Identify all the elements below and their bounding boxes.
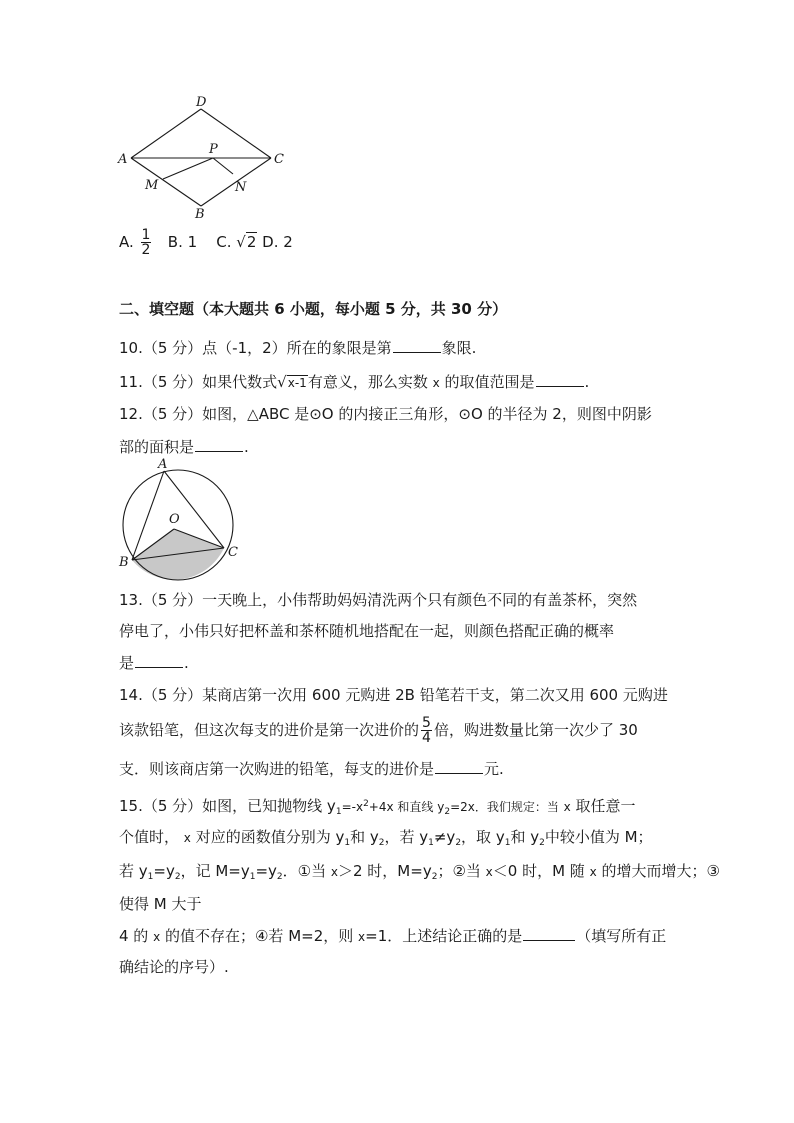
label-n: N xyxy=(235,180,247,195)
question-15-line1 xyxy=(119,794,636,822)
option-a-fraction xyxy=(141,228,152,257)
q15-var: x xyxy=(563,800,571,814)
q12-end: . xyxy=(244,438,249,456)
q11-middle: 有意义，那么实数 xyxy=(307,373,428,391)
question-12-line1: 12.（5 分）如图，△ABC 是⊙O 的内接正三角形，⊙O 的半径为 2，则图中阴影 xyxy=(119,405,652,423)
circle-figure xyxy=(112,456,252,586)
question-12-line2 xyxy=(119,436,249,457)
q15-sub: 1 xyxy=(504,838,511,848)
section-heading: 二、填空题（本大题共 6 小题，每小题 5 分，共 30 分） xyxy=(119,300,508,318)
question-15-line3 xyxy=(119,861,720,887)
option-b-value: 1 xyxy=(187,233,198,251)
question-13-line3 xyxy=(119,652,189,673)
label-o: O xyxy=(169,512,180,527)
q15-text: 15.（5 分）如图，已知抛物线 y xyxy=(119,797,336,815)
q15-text: ＞2 时，M=y xyxy=(338,862,432,880)
question-11 xyxy=(119,371,589,393)
q15-var: x xyxy=(358,930,366,944)
q15-text: ，取 y xyxy=(461,828,505,846)
q11-suffix: 的取值范围是 xyxy=(444,373,535,391)
q15-text: 的值不存在；④若 M=2，则 xyxy=(164,927,354,945)
label-a: A xyxy=(118,152,128,167)
q14-numerator: 5 xyxy=(422,715,431,731)
q15-expr: +4x 和直线 y xyxy=(368,800,445,814)
q15-sub: 2 xyxy=(378,838,385,848)
q15-text: （填写所有正 xyxy=(576,927,667,945)
q11-var: x xyxy=(432,376,440,390)
label-b: B xyxy=(195,207,205,222)
label-a-circle: A xyxy=(158,457,168,472)
option-b-label: B. xyxy=(167,233,183,251)
q15-sub: 2 xyxy=(276,872,283,882)
q15-sub: 1 xyxy=(428,838,434,848)
question-14-line2 xyxy=(119,716,638,745)
q10-suffix: 象限. xyxy=(441,339,477,357)
label-d: D xyxy=(196,95,207,110)
q15-text: 的增大而增大；③ xyxy=(601,862,720,880)
q10-blank[interactable] xyxy=(393,337,441,353)
q13-text: 是 xyxy=(119,654,135,672)
q15-var: x xyxy=(153,930,161,944)
question-15-line6: 确结论的序号）. xyxy=(119,958,229,976)
q15-sub: 1 xyxy=(335,807,342,817)
q14-denominator: 4 xyxy=(422,730,431,746)
q15-sub: 2 xyxy=(455,838,462,848)
q15-sub: 2 xyxy=(174,872,181,882)
option-a-denominator: 2 xyxy=(141,242,151,258)
q10-text: 10.（5 分）点（-1，2）所在的象限是第 xyxy=(119,339,392,357)
question-13-line2: 停电了，小伟只好把杯盖和茶杯随机地搭配在一起，则颜色搭配正确的概率 xyxy=(119,622,615,640)
q15-expr: =2x．我们规定：当 xyxy=(450,800,559,814)
q15-expr: =-x xyxy=(341,800,364,814)
label-c-circle: C xyxy=(228,545,238,560)
q15-blank[interactable] xyxy=(523,925,575,941)
q11-radicand: x-1 xyxy=(287,376,307,390)
q15-text: ．①当 xyxy=(282,862,327,880)
q15-sub: 2 xyxy=(431,872,438,882)
q11-end: . xyxy=(584,373,590,391)
q15-text: ≠y xyxy=(433,828,456,846)
q15-text: =y xyxy=(153,862,175,880)
q15-text: ；②当 xyxy=(437,862,481,880)
q15-text: ，记 M=y xyxy=(180,862,250,880)
q15-var: x xyxy=(485,865,493,879)
label-c: C xyxy=(274,152,284,167)
option-a-numerator: 1 xyxy=(141,227,151,243)
option-d-label: D. xyxy=(262,233,279,251)
q15-sub: 1 xyxy=(344,838,351,848)
label-m: M xyxy=(145,178,159,193)
q13-end: . xyxy=(184,654,189,672)
q12-blank[interactable] xyxy=(195,436,243,452)
q15-sub: 1 xyxy=(249,872,256,882)
q15-var: x xyxy=(183,831,191,845)
label-p: P xyxy=(209,142,218,157)
q15-text: 和 y xyxy=(510,828,540,846)
option-c-sqrt: √2 xyxy=(236,233,257,251)
question-14-line1: 14.（5 分）某商店第一次用 600 元购进 2B 铅笔若干支，第二次又用 600 元购进 xyxy=(119,686,668,704)
question-14-line3 xyxy=(119,758,504,779)
q15-sub: 1 xyxy=(147,872,154,882)
question-10 xyxy=(119,337,476,358)
q15-text: 若 y xyxy=(119,862,148,880)
q15-text: 对应的函数值分别为 y xyxy=(195,828,345,846)
question-15-line2 xyxy=(119,827,653,853)
q12-text: 部的面积是 xyxy=(119,438,195,456)
q15-text: =1．上述结论正确的是 xyxy=(365,927,523,945)
question-13-line1: 13.（5 分）一天晚上，小伟帮助妈妈清洗两个只有颜色不同的有盖茶杯，突然 xyxy=(119,591,638,609)
q15-var: x xyxy=(330,865,338,879)
q15-var: x xyxy=(589,865,597,879)
q15-sup: 2 xyxy=(363,799,369,809)
rhombus-figure xyxy=(110,92,300,222)
q11-blank[interactable] xyxy=(536,371,584,387)
q15-text: ＜0 时，M 随 xyxy=(492,862,585,880)
option-c-radicand: 2 xyxy=(246,233,257,251)
q15-text: ，若 y xyxy=(384,828,429,846)
q14-fraction xyxy=(421,716,432,745)
q14-blank[interactable] xyxy=(435,758,483,774)
q14-end: 元. xyxy=(484,760,504,778)
option-d-value: 2 xyxy=(283,233,293,251)
q13-blank[interactable] xyxy=(135,652,183,668)
q11-text: 11.（5 分）如果代数式 xyxy=(119,373,278,391)
q15-text: 中较小值为 M； xyxy=(544,828,653,846)
q15-sub: 2 xyxy=(539,838,545,848)
question-15-line4: 使得 M 大于 xyxy=(119,895,202,913)
q15-text: 4 的 xyxy=(119,927,149,945)
question-15-line5 xyxy=(119,925,666,947)
option-c-label: C. xyxy=(216,233,232,251)
q15-sub: 2 xyxy=(444,807,451,817)
label-b-circle: B xyxy=(119,555,129,570)
option-a-label: A. xyxy=(119,233,134,251)
q14-suffix: 倍，购进数量比第一次少了 30 xyxy=(433,721,638,739)
q15-text: =y xyxy=(255,862,277,880)
q9-options xyxy=(119,228,293,257)
q15-text: 取任意一 xyxy=(575,797,636,815)
q14-text-3: 支．则该商店第一次购进的铅笔，每支的进价是 xyxy=(119,760,435,778)
q11-sqrt: √x-1 xyxy=(277,373,307,391)
q14-text: 该款铅笔，但这次每支的进价是第一次进价的 xyxy=(119,721,420,739)
q15-text: 个值时， xyxy=(119,828,180,846)
q15-text: 和 y xyxy=(350,828,379,846)
